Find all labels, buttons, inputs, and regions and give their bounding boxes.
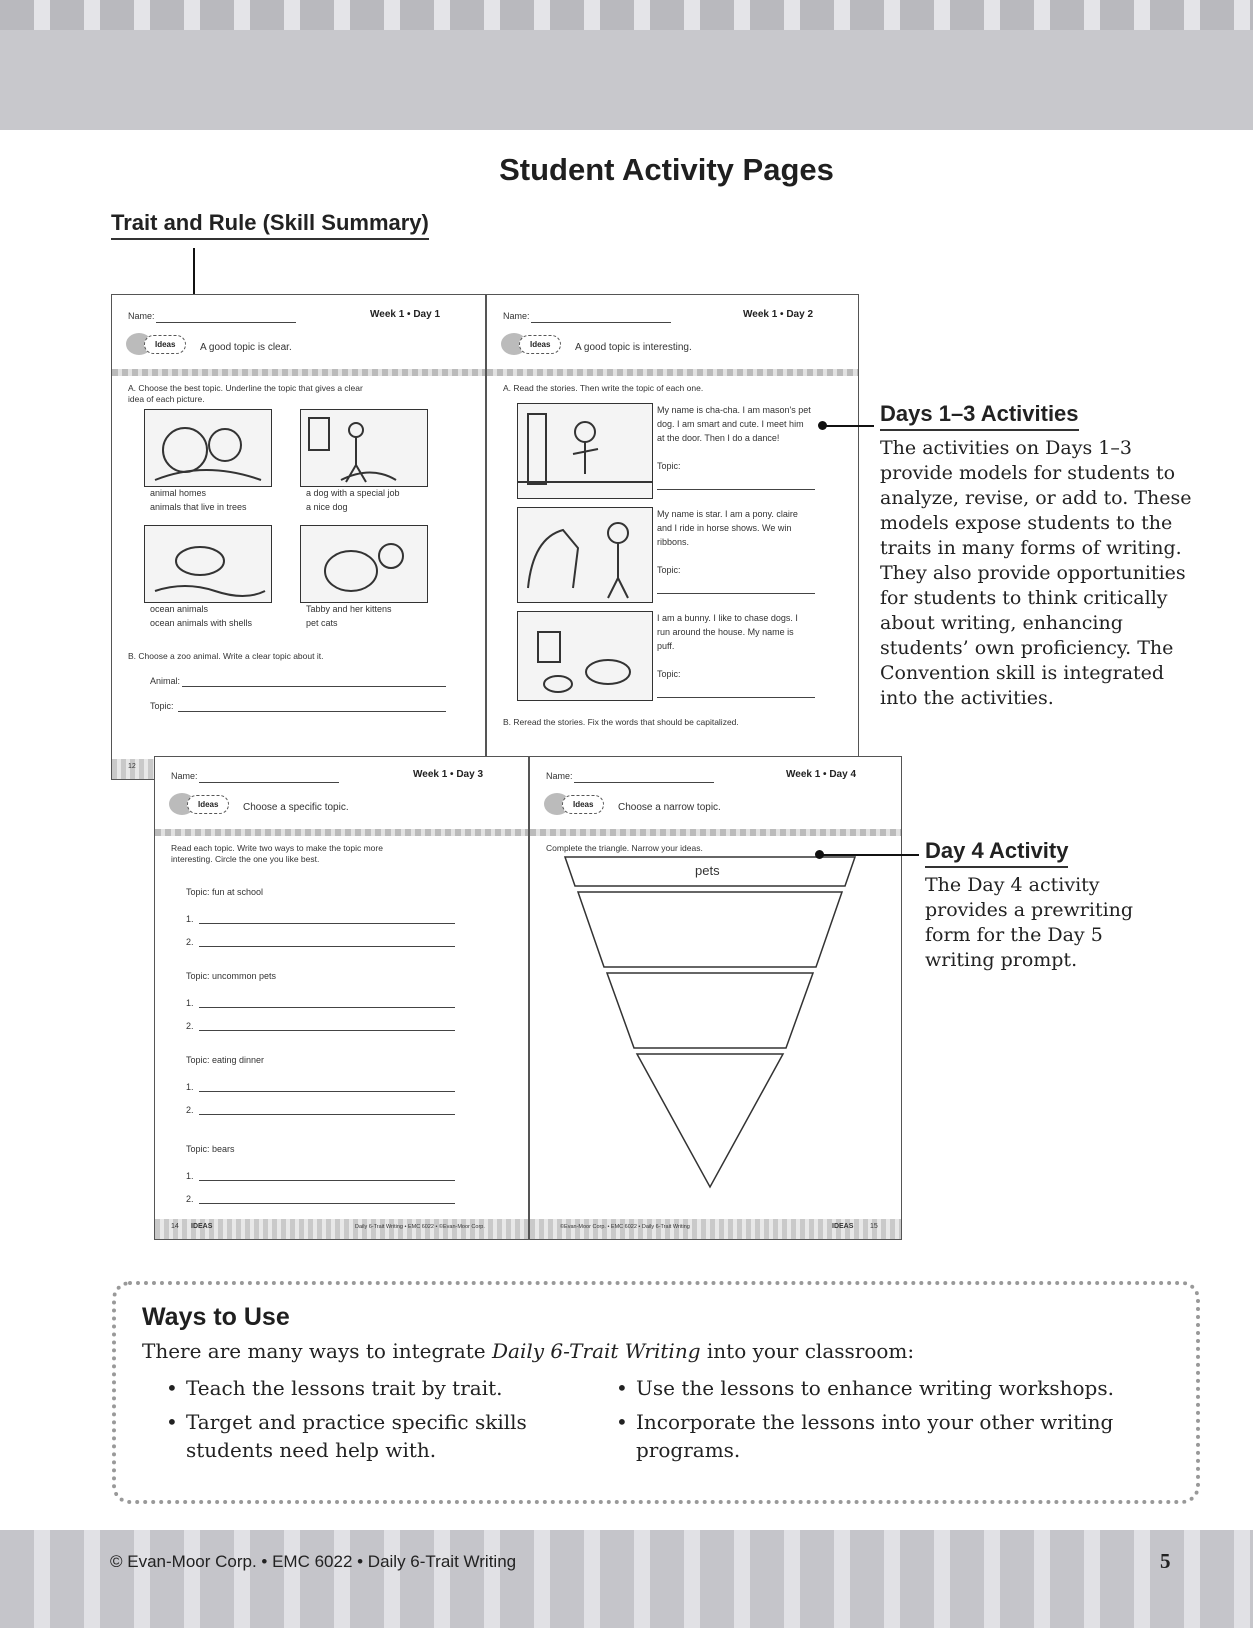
ways-bullets-right <box>616 1374 1136 1464</box>
trait-rule-label: Trait and Rule (Skill Summary) <box>111 210 429 240</box>
topic-label: Topic: <box>657 669 681 679</box>
page-number: 14 <box>171 1223 179 1230</box>
option-text: animals that live in trees <box>150 502 247 512</box>
footer-credit: Daily 6-Trait Writing • EMC 6022 • ©Evan-Moor Corp. <box>355 1224 485 1230</box>
line-number: 1. <box>186 998 194 1008</box>
instruction-a: A. Read the stories. Then write the topic of each one. <box>503 383 704 393</box>
instruction-b: B. Choose a zoo animal. Write a clear topic about it. <box>128 651 324 661</box>
ideas-badge: Ideas <box>126 333 186 355</box>
bullet-item: • Incorporate the lessons into your other writing programs. <box>616 1410 1114 1462</box>
footer-ideas: IDEAS <box>832 1223 854 1230</box>
option-text: animal homes <box>150 488 207 498</box>
picture-ocean <box>144 525 272 603</box>
rule-text: Choose a specific topic. <box>243 802 349 813</box>
animal-label: Animal: <box>150 676 181 686</box>
page-number: 5 <box>1160 1549 1171 1573</box>
line-number: 2. <box>186 937 194 947</box>
day4-description: The Day 4 activity provides a prewriting form for the Day 5 writing prompt. <box>925 874 1134 971</box>
line-number: 1. <box>186 1082 194 1092</box>
ideas-badge: Ideas <box>544 793 604 815</box>
topic-prompt: Topic: eating dinner <box>186 1055 265 1065</box>
topic-label: Topic: <box>657 565 681 575</box>
days13-label: Days 1–3 Activities <box>880 401 1079 431</box>
topic-label: Topic: <box>657 461 681 471</box>
topic-label: Topic: <box>150 701 174 711</box>
option-text: pet cats <box>306 618 338 628</box>
page-number: 12 <box>128 763 136 770</box>
ways-title: Ways to Use <box>142 1303 290 1331</box>
days13-connector <box>826 425 874 427</box>
name-label: Name: <box>171 771 198 781</box>
option-text: ocean animals <box>150 604 209 614</box>
name-label: Name: <box>503 311 530 321</box>
ways-to-use-box <box>112 1281 1200 1504</box>
topic-prompt: Topic: uncommon pets <box>186 971 277 981</box>
rule-text: A good topic is clear. <box>200 342 292 353</box>
rule-text: Choose a narrow topic. <box>618 802 721 813</box>
rule-text: A good topic is interesting. <box>575 342 692 353</box>
bullet-item: • Use the lessons to enhance writing workshops. <box>616 1376 1114 1400</box>
instruction: Complete the triangle. Narrow your ideas. <box>546 843 703 853</box>
name-label: Name: <box>128 311 155 321</box>
instruction-a: A. Choose the best topic. Underline the topic that gives a clear idea of each picture. <box>128 383 363 404</box>
line-number: 1. <box>186 1171 194 1181</box>
day4-connector <box>823 854 919 856</box>
triangle-first-box-text: pets <box>695 863 720 878</box>
bullet-item: • Target and practice specific skills students need help with. <box>166 1410 527 1462</box>
picture-animal-homes <box>144 409 272 487</box>
worksheet-spread-days-3-4 <box>154 756 902 1240</box>
topic-prompt: Topic: fun at school <box>186 887 264 897</box>
picture-dog-dance <box>517 403 653 499</box>
line-number: 2. <box>186 1105 194 1115</box>
worksheet-spread-days-1-2 <box>111 294 859 780</box>
footer-credit: ©Evan-Moor Corp. • EMC 6022 • Daily 6-Trait Writing <box>560 1224 690 1230</box>
bullet-item: • Teach the lessons trait by trait. <box>166 1376 503 1400</box>
picture-pony <box>517 507 653 603</box>
ways-intro: There are many ways to integrate Daily 6-Trait Writing into your classroom: <box>142 1339 915 1363</box>
week-day-label: Week 1 • Day 2 <box>743 309 814 320</box>
ways-bullets-left <box>166 1374 546 1464</box>
story-text: I am a bunny. I like to chase dogs. I run around the house. My name is puff. <box>657 613 798 651</box>
option-text: a dog with a special job <box>306 488 400 498</box>
top-banner <box>0 0 1253 130</box>
option-text: ocean animals with shells <box>150 618 253 628</box>
line-number: 1. <box>186 914 194 924</box>
worksheet-day-4 <box>530 757 901 1239</box>
instruction-b: B. Reread the stories. Fix the words that should be capitalized. <box>503 717 739 727</box>
story-text: My name is cha-cha. I am mason's pet dog. I am smart and cute. I meet him at the door. Then I do a dance! <box>657 405 811 443</box>
name-label: Name: <box>546 771 573 781</box>
picture-dog-job <box>300 409 428 487</box>
week-day-label: Week 1 • Day 3 <box>413 769 484 780</box>
page-number: 15 <box>870 1223 878 1230</box>
worksheet-day-1 <box>112 295 485 779</box>
picture-kittens <box>300 525 428 603</box>
story-text: My name is star. I am a pony. claire and I ride in horse shows. We win ribbons. <box>657 509 798 547</box>
days13-description: The activities on Days 1–3 provide models for students to analyze, revise, or add to. These models expose students to the traits in many forms of writing. They also provide opportunities for students to think critically about writing, enhancing students’ own proficiency. The Convention skill is integrated into the activities. <box>880 437 1192 709</box>
week-day-label: Week 1 • Day 4 <box>786 769 857 780</box>
footer-band <box>0 1530 1253 1628</box>
instruction: Read each topic. Write two ways to make the topic more interesting. Circle the one you like best. <box>171 843 383 864</box>
footer-ideas: IDEAS <box>191 1223 213 1230</box>
topic-prompt: Topic: bears <box>186 1144 235 1154</box>
option-text: a nice dog <box>306 502 348 512</box>
line-number: 2. <box>186 1021 194 1031</box>
line-number: 2. <box>186 1194 194 1204</box>
narrowing-triangle <box>560 855 860 1195</box>
worksheet-day-3 <box>155 757 528 1239</box>
picture-bunny <box>517 611 653 701</box>
day4-label: Day 4 Activity <box>925 838 1068 868</box>
ideas-badge: Ideas <box>169 793 229 815</box>
page-title: Student Activity Pages <box>499 152 834 187</box>
ideas-badge: Ideas <box>501 333 561 355</box>
worksheet-day-2 <box>487 295 858 779</box>
option-text: Tabby and her kittens <box>306 604 392 614</box>
copyright: © Evan-Moor Corp. • EMC 6022 • Daily 6-Trait Writing <box>110 1552 517 1571</box>
week-day-label: Week 1 • Day 1 <box>370 309 441 320</box>
